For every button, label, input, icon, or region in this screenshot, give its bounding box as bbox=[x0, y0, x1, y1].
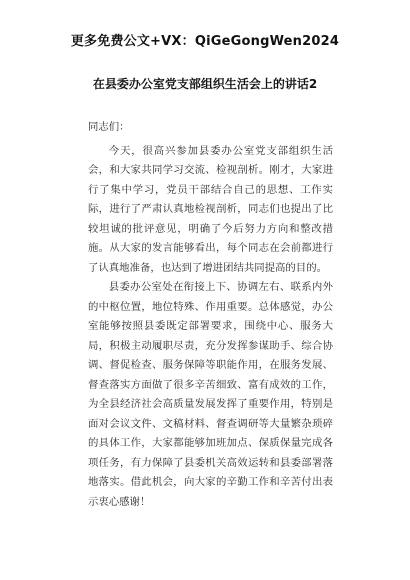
paragraph-2: 县委办公室处在衔接上下、协调左右、联系内外的中枢位置，地位特殊、作用重要。总体感觉，办公室能够按照县委既定部署要求，围绕中心、服务大局，积极主动履职尽责，充分发挥参谋助手、综合协调、督促检查、服务保障等职能作用，在服务发展、督查落实方面做了很多辛苦细致、富有成效的工作，为全县经济社会高质量发展发挥了重要作用，特别是面对会议文件、文稿材料、督查调研等大量繁杂琐碎的具体工作，大家都能够加班加点、保质保量完成各项任务，有力保障了县委机关高效运转和县委部署落地落实。借此机会，向大家的辛勤工作和辛苦付出表示衷心感谢！ bbox=[88, 281, 333, 508]
document-title: 在县委办公室党支部组织生活会上的讲话2 bbox=[92, 77, 318, 91]
salutation: 同志们： bbox=[88, 121, 130, 133]
document-body bbox=[88, 118, 333, 512]
promo-header-line: 更多免费公文+VX：QiGeGongWen2024 bbox=[70, 34, 340, 49]
paragraph-1: 今天，很高兴参加县委办公室党支部组织生活会，和大家共同学习交流、检视剖析。刚才，大家进行了集中学习，党员干部结合自己的思想、工作实际，进行了严肃认真地检视剖析，同志们也提出了比较坦诚的批评意见，明确了今后努力方向和整改措施。从大家的发言能够看出，每个同志在会前都进行了认真地准备，也达到了增进团结共同提高的目的。 bbox=[88, 144, 333, 274]
